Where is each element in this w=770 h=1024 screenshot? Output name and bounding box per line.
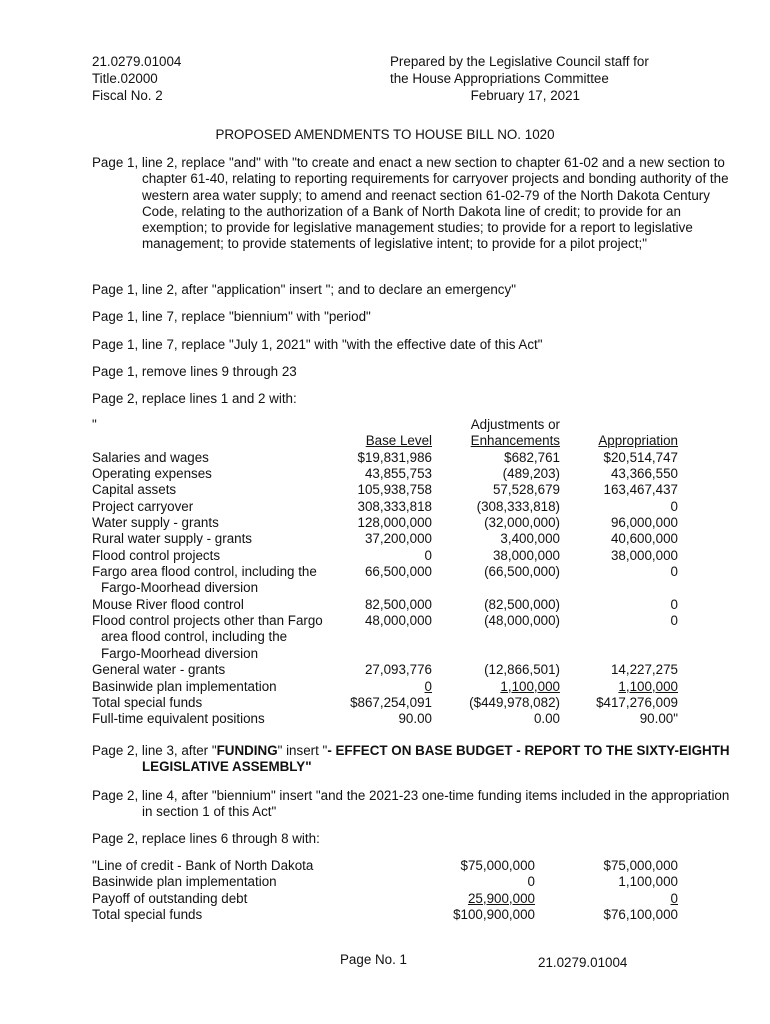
row-label: Flood control projects other than Fargo — [92, 613, 323, 629]
preparer-line-2: the House Appropriations Committee — [390, 71, 609, 86]
row-label: Salaries and wages — [92, 449, 209, 465]
row-label: area flood control, including the — [101, 629, 288, 645]
table-row — [92, 450, 686, 466]
row-label: Fargo area flood control, including the — [92, 564, 317, 580]
table-row — [92, 695, 686, 711]
row-label: Project carryover — [92, 498, 194, 514]
document-number: 21.0279.01004 — [92, 54, 182, 69]
adjustment-value: 57,528,679 — [492, 482, 560, 498]
adjustment-value: $682,761 — [504, 449, 560, 465]
row-label: Operating expenses — [92, 466, 212, 482]
base-level-value: 43,855,753 — [364, 466, 432, 482]
amendment-paragraph-5: Page 1, remove lines 9 through 23 — [92, 364, 297, 379]
row-label: Total special funds — [92, 907, 203, 923]
adjustment-value: 38,000,000 — [492, 547, 560, 563]
amendment-paragraph-2: Page 1, line 2, after "application" insert "; and to declare an emergency" — [92, 282, 516, 297]
row-label: Full-time equivalent positions — [92, 711, 265, 727]
base-level-value: 66,500,000 — [364, 564, 432, 580]
header-adjustments: Adjustments or — [470, 417, 560, 432]
base-level-value: 105,938,758 — [357, 482, 432, 498]
table-row — [92, 564, 686, 580]
appropriation-value: 0 — [670, 564, 678, 580]
table-row — [92, 597, 686, 613]
table-row — [92, 874, 686, 890]
appropriation-value: 96,000,000 — [610, 515, 678, 531]
amendment-paragraph-3: Page 1, line 7, replace "biennium" with "period" — [92, 309, 371, 324]
row-label: "Line of credit - Bank of North Dakota — [92, 858, 314, 873]
amount-column-2: 0 — [670, 890, 678, 906]
amendment-paragraph-4: Page 1, line 7, replace "July 1, 2021" with "with the effective date of this Act" — [92, 337, 543, 352]
row-label: Flood control projects — [92, 547, 221, 563]
appropriation-value: $20,514,747 — [603, 449, 678, 465]
amount-column-2: $75,000,000 — [603, 858, 678, 873]
adjustment-value: 1,100,000 — [500, 678, 560, 694]
preparer-line-1: Prepared by the Legislative Council staff for — [390, 54, 649, 69]
footer-document-number: 21.0279.01004 — [538, 955, 628, 970]
open-quote: " — [92, 417, 97, 432]
appropriation-value: 90.00" — [639, 711, 678, 727]
appropriation-value: 0 — [670, 498, 678, 514]
table-row — [92, 711, 686, 727]
appropriation-value: 163,467,437 — [603, 482, 678, 498]
adjustment-value: (308,333,818) — [476, 498, 560, 514]
base-level-value: 27,093,776 — [364, 662, 432, 678]
base-level-value: $867,254,091 — [350, 694, 432, 710]
base-level-value: 308,333,818 — [357, 498, 432, 514]
table-row — [92, 858, 686, 874]
base-level-value: 0 — [424, 547, 432, 563]
adjustment-value: 3,400,000 — [500, 531, 560, 547]
table-header-row-1 — [92, 417, 686, 433]
base-level-value: 82,500,000 — [364, 596, 432, 612]
appropriation-value: 40,600,000 — [610, 531, 678, 547]
table-row — [92, 646, 686, 662]
table-row — [92, 907, 686, 923]
adjustment-value: 0.00 — [533, 711, 560, 727]
header-base-level: Base Level — [365, 433, 432, 449]
adjustment-value: (489,203) — [502, 466, 560, 482]
appropriation-value: 14,227,275 — [610, 662, 678, 678]
amount-column-1: 0 — [527, 874, 535, 890]
funding-table — [92, 858, 686, 923]
header-appropriation: Appropriation — [598, 433, 678, 449]
appropriation-value: 0 — [670, 613, 678, 629]
row-label: Fargo-Moorhead diversion — [101, 580, 259, 596]
adjustment-value: (82,500,000) — [484, 596, 560, 612]
amendment-paragraph-9: Page 2, replace lines 6 through 8 with: — [92, 831, 320, 846]
row-label: Payoff of outstanding debt — [92, 890, 248, 906]
appropriation-value: 1,100,000 — [618, 678, 678, 694]
table-row — [92, 499, 686, 515]
adjustment-value: (48,000,000) — [484, 613, 560, 629]
row-label: Basinwide plan implementation — [92, 874, 277, 890]
title-number: Title.02000 — [92, 71, 158, 86]
row-label: General water - grants — [92, 662, 226, 678]
table-row — [92, 482, 686, 498]
table-row — [92, 613, 686, 629]
amount-column-1: $100,900,000 — [453, 907, 535, 923]
table-row — [92, 891, 686, 907]
adjustment-value: (12,866,501) — [484, 662, 560, 678]
table-row — [92, 580, 686, 596]
base-level-value: $19,831,986 — [357, 449, 432, 465]
header-enhancements: Enhancements — [470, 433, 560, 449]
table-body — [92, 450, 686, 728]
adjustment-value: (66,500,000) — [484, 564, 560, 580]
base-level-value: 90.00 — [398, 711, 432, 727]
table-row — [92, 662, 686, 678]
base-level-value: 128,000,000 — [357, 515, 432, 531]
table-row — [92, 466, 686, 482]
funding-table-body — [92, 858, 686, 923]
base-level-value: 37,200,000 — [364, 531, 432, 547]
preparer-block — [390, 53, 660, 104]
amount-column-1: 25,900,000 — [467, 890, 535, 906]
amendment-paragraph-7: Page 2, line 3, after "FUNDING" insert "- EFFECT ON BASE BUDGET - REPORT TO THE SIXTY-EIGHTH LEGISLATIVE ASSEMBLY" — [92, 743, 730, 775]
appropriation-table — [92, 417, 686, 728]
table-row — [92, 531, 686, 547]
row-label: Capital assets — [92, 482, 177, 498]
appropriation-value: $417,276,009 — [596, 694, 678, 710]
appropriation-value: 38,000,000 — [610, 547, 678, 563]
amount-column-2: $76,100,000 — [603, 907, 678, 923]
row-label: Water supply - grants — [92, 515, 219, 531]
document-identifiers — [92, 53, 181, 104]
prepared-date: February 17, 2021 — [470, 88, 580, 103]
base-level-value: 48,000,000 — [364, 613, 432, 629]
table-row — [92, 679, 686, 695]
table-row — [92, 548, 686, 564]
row-label: Total special funds — [92, 694, 203, 710]
amount-column-1: $75,000,000 — [460, 858, 535, 873]
amendment-paragraph-8: Page 2, line 4, after "biennium" insert "and the 2021-23 one-time funding items included in the appropriation in section 1 of this Act" — [92, 788, 730, 820]
table-header-row-2 — [92, 433, 686, 449]
row-label: Basinwide plan implementation — [92, 678, 277, 694]
amount-column-2: 1,100,000 — [618, 874, 678, 890]
row-label: Rural water supply - grants — [92, 531, 253, 547]
table-row — [92, 629, 686, 645]
adjustment-value: (32,000,000) — [484, 515, 560, 531]
amendment-paragraph-6: Page 2, replace lines 1 and 2 with: — [92, 391, 297, 406]
page-number: Page No. 1 — [340, 952, 407, 967]
table-row — [92, 515, 686, 531]
document-title: PROPOSED AMENDMENTS TO HOUSE BILL NO. 1020 — [215, 127, 555, 142]
base-level-value: 0 — [424, 678, 432, 694]
amendment-paragraph-1: Page 1, line 2, replace "and" with "to create and enact a new section to chapter 61-02 and a new section to chapter 61-40, relating to reporting requirements for carryover projects and bonding authority of the western area water supply; to amend and reenact section 61-02-79 of the North Dakota Century Code, relating to the authorization of a Bank of North Dakota line of credit; to provide for an exemption; to provide for legislative management studies; to provide for a report to legislative management; to provide statements of legislative intent; to provide for a pilot project;" — [92, 155, 729, 252]
row-label: Fargo-Moorhead diversion — [101, 645, 259, 661]
row-label: Mouse River flood control — [92, 596, 244, 612]
appropriation-value: 0 — [670, 596, 678, 612]
adjustment-value: ($449,978,082) — [469, 694, 560, 710]
fiscal-number: Fiscal No. 2 — [92, 88, 163, 103]
appropriation-value: 43,366,550 — [610, 466, 678, 482]
